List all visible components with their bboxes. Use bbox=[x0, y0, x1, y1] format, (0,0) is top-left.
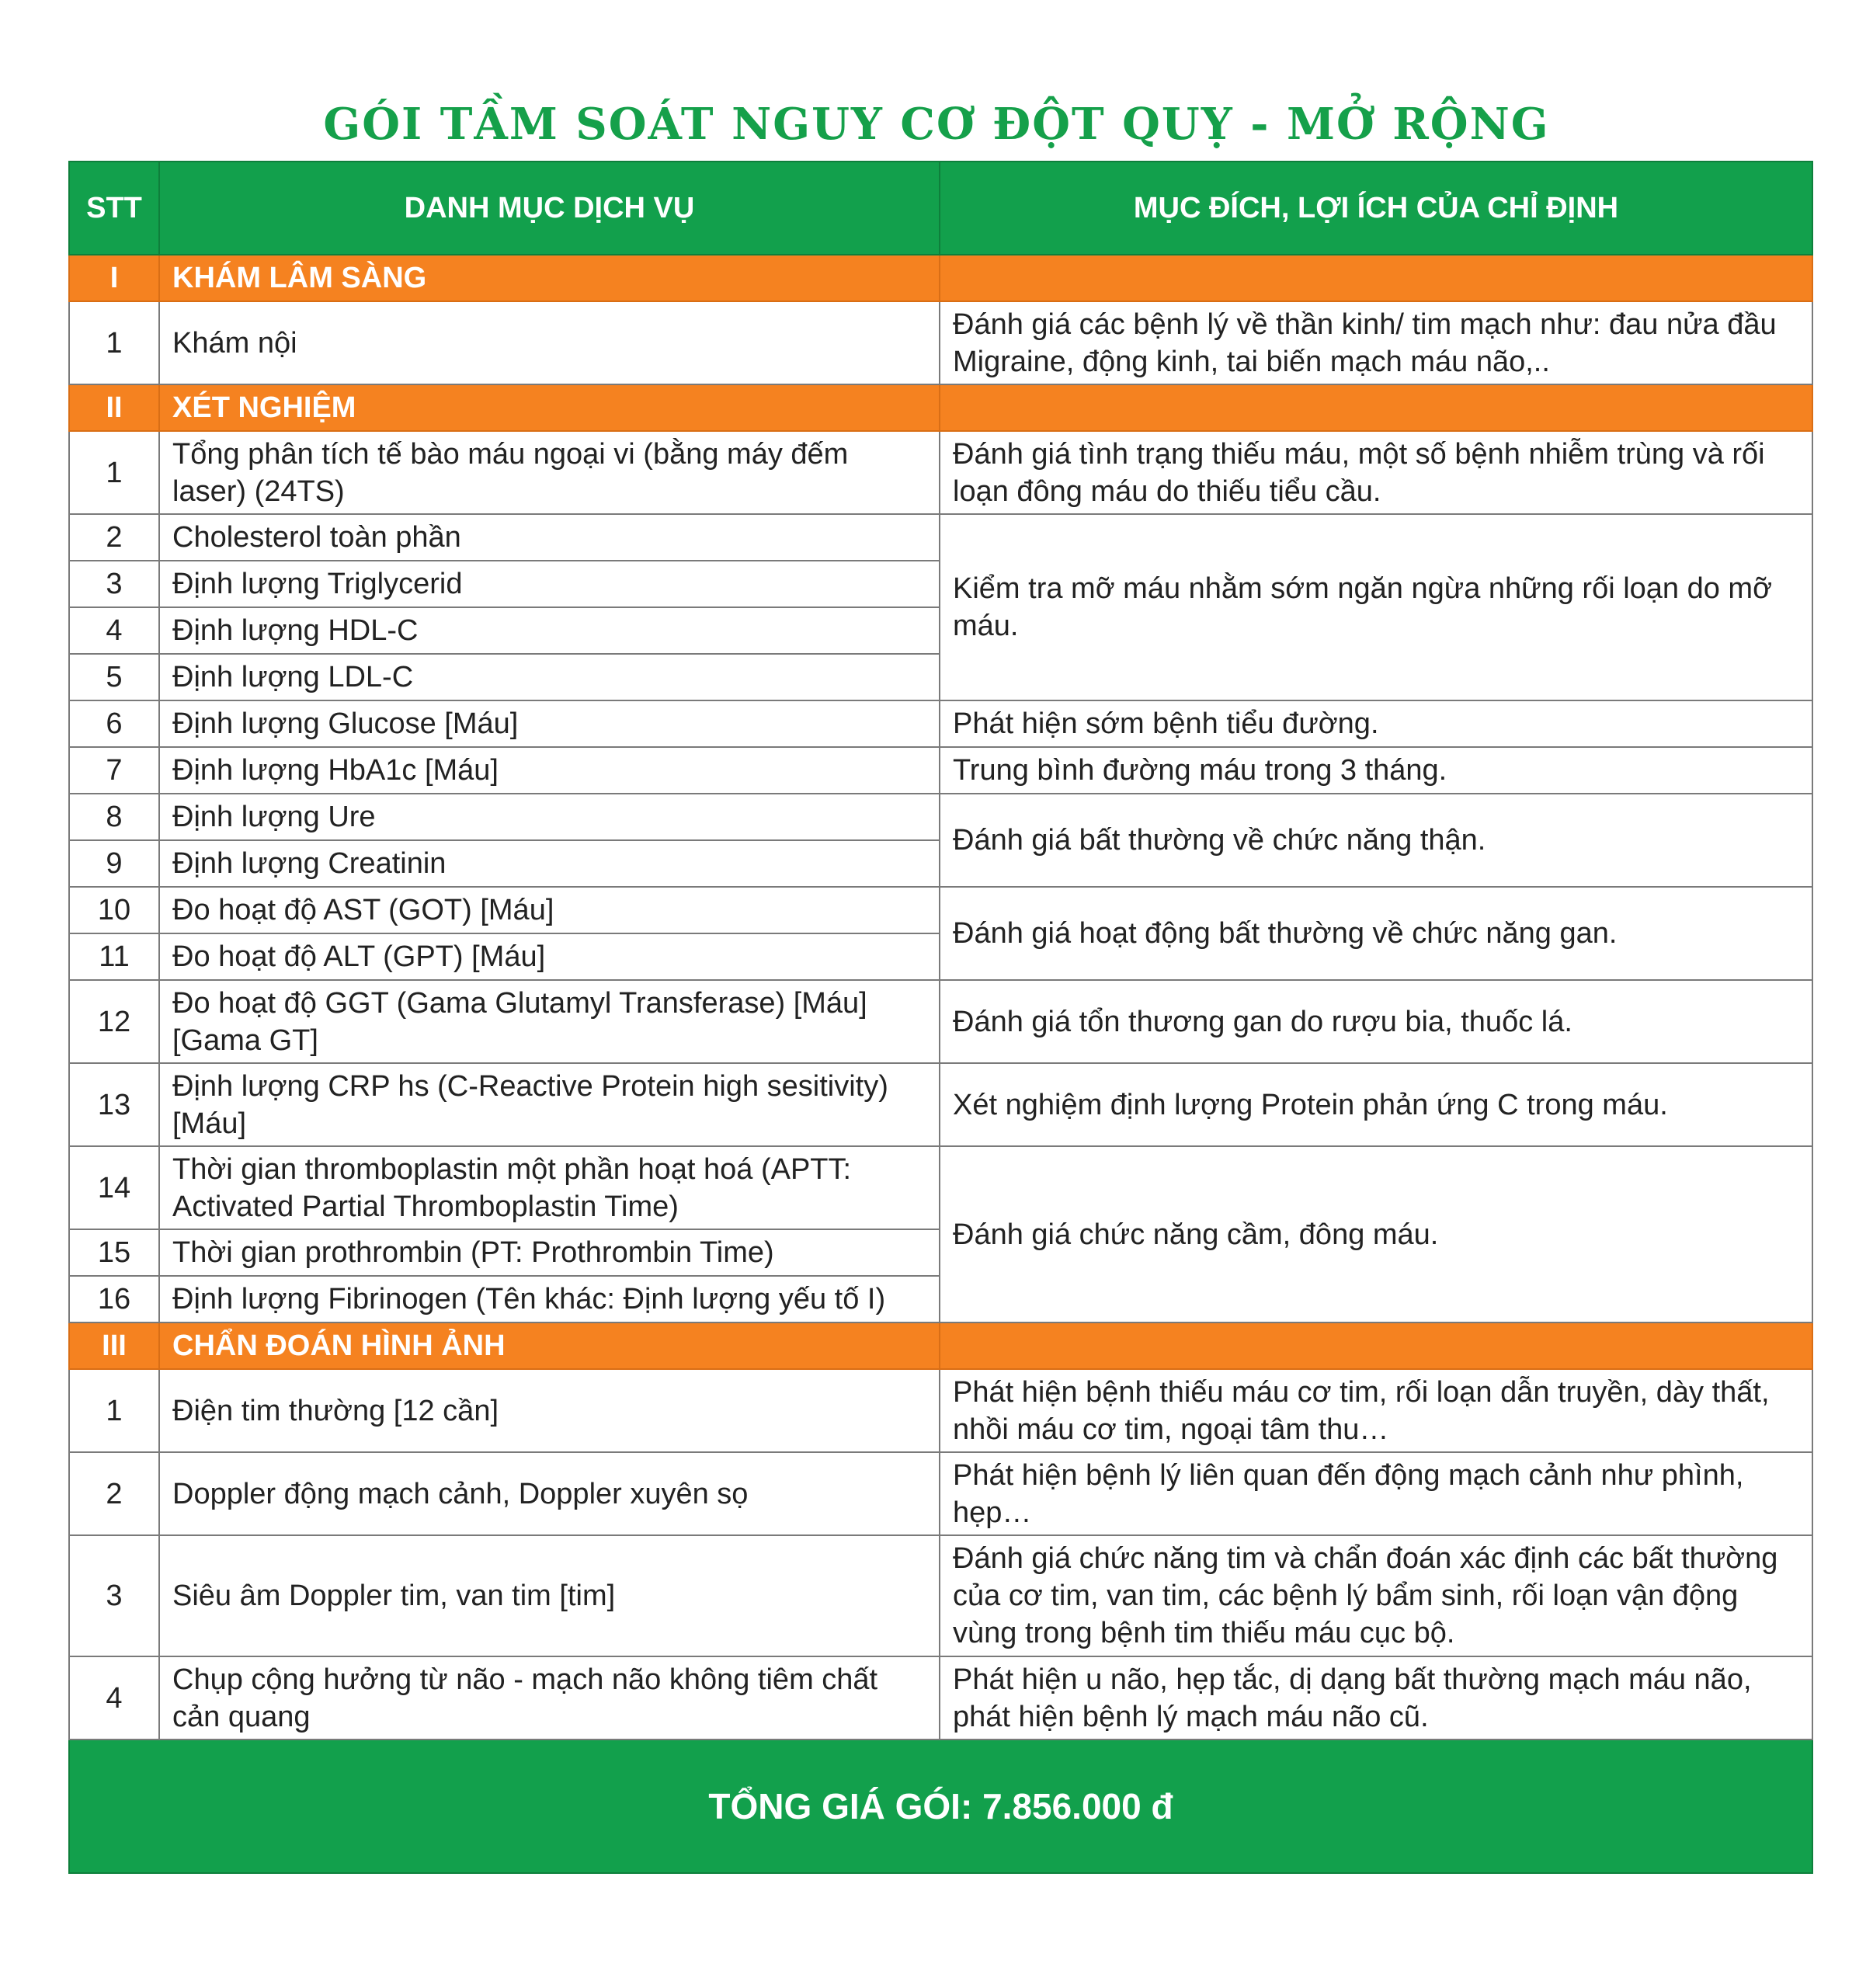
header-stt: STT bbox=[69, 162, 159, 255]
service-name: Định lượng Glucose [Máu] bbox=[159, 700, 940, 747]
row-number: 13 bbox=[69, 1063, 159, 1146]
row-number: 3 bbox=[69, 561, 159, 607]
row-number: 16 bbox=[69, 1276, 159, 1322]
row-number: 1 bbox=[69, 431, 159, 514]
section-empty-cell bbox=[940, 1322, 1812, 1369]
row-number: 10 bbox=[69, 887, 159, 933]
service-name: Khám nội bbox=[159, 301, 940, 384]
service-purpose: Trung bình đường máu trong 3 tháng. bbox=[940, 747, 1812, 794]
service-name: Định lượng Fibrinogen (Tên khác: Định lượng yếu tố I) bbox=[159, 1276, 940, 1322]
table-row bbox=[69, 1146, 1812, 1229]
row-number: 2 bbox=[69, 1452, 159, 1535]
row-number: 11 bbox=[69, 933, 159, 980]
service-purpose: Kiểm tra mỡ máu nhằm sớm ngăn ngừa những rối loạn do mỡ máu. bbox=[940, 514, 1812, 700]
section-empty-cell bbox=[940, 384, 1812, 431]
service-name: Cholesterol toàn phần bbox=[159, 514, 940, 561]
section-numeral: II bbox=[69, 384, 159, 431]
row-number: 12 bbox=[69, 980, 159, 1063]
row-number: 9 bbox=[69, 840, 159, 887]
service-table bbox=[68, 161, 1813, 1874]
service-name: Thời gian prothrombin (PT: Prothrombin Time) bbox=[159, 1229, 940, 1276]
table-row bbox=[69, 747, 1812, 794]
table-row bbox=[69, 887, 1812, 933]
row-number: 14 bbox=[69, 1146, 159, 1229]
row-number: 6 bbox=[69, 700, 159, 747]
service-name: Đo hoạt độ ALT (GPT) [Máu] bbox=[159, 933, 940, 980]
service-name: Định lượng HbA1c [Máu] bbox=[159, 747, 940, 794]
table-row bbox=[69, 700, 1812, 747]
section-title: KHÁM LÂM SÀNG bbox=[159, 255, 940, 301]
section-title: CHẨN ĐOÁN HÌNH ẢNH bbox=[159, 1322, 940, 1369]
row-number: 1 bbox=[69, 1369, 159, 1452]
service-name: Định lượng CRP hs (C-Reactive Protein high sesitivity) [Máu] bbox=[159, 1063, 940, 1146]
page-title: GÓI TẦM SOÁT NGUY CƠ ĐỘT QUỴ - MỞ RỘNG bbox=[323, 99, 1550, 150]
section-row-chan-doan-hinh-anh bbox=[69, 1322, 1812, 1369]
section-row-kham-lam-sang bbox=[69, 255, 1812, 301]
row-number: 2 bbox=[69, 514, 159, 561]
row-number: 3 bbox=[69, 1535, 159, 1656]
table-header bbox=[69, 162, 1812, 255]
service-purpose: Đánh giá các bệnh lý về thần kinh/ tim mạch như: đau nửa đầu Migraine, động kinh, tai biến mạch máu não,.. bbox=[940, 301, 1812, 384]
table-row bbox=[69, 794, 1812, 840]
service-name: Tổng phân tích tế bào máu ngoại vi (bằng máy đếm laser) (24TS) bbox=[159, 431, 940, 514]
service-purpose: Đánh giá tổn thương gan do rượu bia, thuốc lá. bbox=[940, 980, 1812, 1063]
service-name: Định lượng Triglycerid bbox=[159, 561, 940, 607]
service-purpose: Đánh giá chức năng tim và chẩn đoán xác định các bất thường của cơ tim, van tim, các bệnh lý bẩm sinh, rối loạn vận động vùng trong bệnh tim thiếu máu cục bộ. bbox=[940, 1535, 1812, 1656]
service-name: Đo hoạt độ AST (GOT) [Máu] bbox=[159, 887, 940, 933]
header-service: DANH MỤC DỊCH VỤ bbox=[159, 162, 940, 255]
row-number: 15 bbox=[69, 1229, 159, 1276]
service-name: Thời gian thromboplastin một phần hoạt hoá (APTT: Activated Partial Thromboplastin Time) bbox=[159, 1146, 940, 1229]
service-name: Định lượng Ure bbox=[159, 794, 940, 840]
service-purpose: Phát hiện u não, hẹp tắc, dị dạng bất thường mạch máu não, phát hiện bệnh lý mạch máu não cũ. bbox=[940, 1656, 1812, 1740]
table-row bbox=[69, 1535, 1812, 1656]
row-number: 4 bbox=[69, 607, 159, 654]
section-row-xet-nghiem bbox=[69, 384, 1812, 431]
header-purpose: MỤC ĐÍCH, LỢI ÍCH CỦA CHỈ ĐỊNH bbox=[940, 162, 1812, 255]
section-numeral: III bbox=[69, 1322, 159, 1369]
row-number: 8 bbox=[69, 794, 159, 840]
service-name: Đo hoạt độ GGT (Gama Glutamyl Transferase) [Máu] [Gama GT] bbox=[159, 980, 940, 1063]
total-price: TỔNG GIÁ GÓI: 7.856.000 đ bbox=[69, 1740, 1812, 1873]
service-purpose: Xét nghiệm định lượng Protein phản ứng C trong máu. bbox=[940, 1063, 1812, 1146]
service-name: Định lượng Creatinin bbox=[159, 840, 940, 887]
service-purpose: Đánh giá chức năng cầm, đông máu. bbox=[940, 1146, 1812, 1322]
table-row bbox=[69, 431, 1812, 514]
table-row bbox=[69, 1656, 1812, 1740]
service-name: Định lượng HDL-C bbox=[159, 607, 940, 654]
row-number: 7 bbox=[69, 747, 159, 794]
total-price-row bbox=[69, 1740, 1812, 1873]
service-purpose: Đánh giá bất thường về chức năng thận. bbox=[940, 794, 1812, 887]
service-name: Doppler động mạch cảnh, Doppler xuyên sọ bbox=[159, 1452, 940, 1535]
table-row bbox=[69, 514, 1812, 561]
table-row bbox=[69, 1063, 1812, 1146]
table-row bbox=[69, 1452, 1812, 1535]
section-title: XÉT NGHIỆM bbox=[159, 384, 940, 431]
table-row bbox=[69, 980, 1812, 1063]
row-number: 1 bbox=[69, 301, 159, 384]
row-number: 4 bbox=[69, 1656, 159, 1740]
section-numeral: I bbox=[69, 255, 159, 301]
row-number: 5 bbox=[69, 654, 159, 700]
table-row bbox=[69, 301, 1812, 384]
service-purpose: Phát hiện sớm bệnh tiểu đường. bbox=[940, 700, 1812, 747]
service-name: Định lượng LDL-C bbox=[159, 654, 940, 700]
service-name: Điện tim thường [12 cần] bbox=[159, 1369, 940, 1452]
service-purpose: Đánh giá hoạt động bất thường về chức năng gan. bbox=[940, 887, 1812, 980]
service-name: Chụp cộng hưởng từ não - mạch não không tiêm chất cản quang bbox=[159, 1656, 940, 1740]
service-purpose: Phát hiện bệnh thiếu máu cơ tim, rối loạn dẫn truyền, dày thất, nhồi máu cơ tim, ngoại tâm thu… bbox=[940, 1369, 1812, 1452]
service-name: Siêu âm Doppler tim, van tim [tim] bbox=[159, 1535, 940, 1656]
service-purpose: Đánh giá tình trạng thiếu máu, một số bệnh nhiễm trùng và rối loạn đông máu do thiếu tiểu cầu. bbox=[940, 431, 1812, 514]
section-empty-cell bbox=[940, 255, 1812, 301]
table-row bbox=[69, 1369, 1812, 1452]
service-purpose: Phát hiện bệnh lý liên quan đến động mạch cảnh như phình, hẹp… bbox=[940, 1452, 1812, 1535]
